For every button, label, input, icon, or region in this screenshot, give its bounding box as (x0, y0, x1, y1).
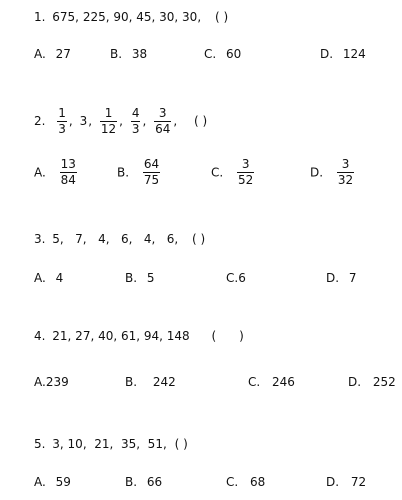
fraction (237, 158, 254, 187)
option-b (110, 47, 147, 61)
answer-blank: ( ) (211, 329, 244, 343)
denominator: 3 (58, 122, 66, 136)
option-value: 4 (55, 271, 64, 285)
question-4 (34, 329, 244, 343)
option-b (125, 375, 176, 389)
option-value: 38 (131, 47, 148, 61)
question-number: 3. (34, 232, 46, 246)
option-value: 124 (342, 47, 366, 61)
option-letter: B. (125, 475, 138, 489)
question-5 (34, 437, 188, 451)
option-letter: C. (211, 165, 224, 180)
option-value: 27 (55, 47, 71, 61)
question-number: 4. (34, 329, 46, 343)
option-letter: D. (326, 271, 340, 285)
answer-blank: ( ) (192, 232, 206, 246)
option-letter: A. (34, 375, 46, 389)
option-c (248, 375, 295, 389)
numerator: 3 (158, 106, 167, 120)
denominator: 52 (238, 173, 254, 187)
fraction (60, 158, 77, 187)
option-letter: B. (110, 47, 123, 61)
option-letter: A. (34, 165, 46, 180)
option-value: 60 (226, 47, 242, 61)
numerator: 13 (60, 157, 76, 171)
answer-blank: ( ) (174, 437, 188, 451)
option-c (226, 271, 246, 285)
numerator: 3 (241, 157, 250, 171)
question-number: 5. (34, 437, 46, 451)
fraction (57, 107, 67, 136)
fraction (131, 107, 141, 136)
option-letter: D. (348, 375, 362, 389)
option-c (226, 475, 265, 489)
option-letter: C. (226, 475, 239, 489)
option-value: 246 (272, 375, 295, 389)
option-value: 242 (152, 375, 176, 389)
answer-blank: ( ) (194, 114, 208, 128)
option-letter: D. (310, 165, 324, 180)
option-letter: D. (326, 475, 340, 489)
option-c (204, 47, 241, 61)
option-letter: B. (117, 165, 130, 180)
option-letter: A. (34, 47, 46, 61)
option-d (310, 158, 355, 187)
option-value: 72 (350, 475, 367, 489)
numerator: 1 (58, 106, 66, 120)
sequence: 21, 27, 40, 61, 94, 148 (52, 329, 190, 343)
option-a (34, 158, 78, 187)
option-letter: B. (125, 271, 138, 285)
numerator: 3 (341, 157, 350, 171)
numerator: 4 (131, 106, 140, 120)
option-value: 6 (238, 271, 246, 285)
option-b (125, 271, 155, 285)
option-a (34, 271, 63, 285)
option-value: 66 (146, 475, 163, 489)
option-letter: B. (125, 375, 138, 389)
option-c (211, 158, 255, 187)
option-a (34, 375, 69, 389)
question-2: 2. $\frac{1}{3}$ , 3, $\frac{1}{12}$ , $\frac{4}{3}$ , $\frac{3}{64}$ , ( ) (34, 106, 208, 136)
fraction (143, 158, 160, 187)
sequence: 3, 10, 21, 35, 51, (52, 437, 167, 451)
denominator: 3 (131, 122, 140, 136)
numerator: 1 (104, 106, 113, 120)
denominator: 32 (337, 173, 354, 187)
denominator: 64 (155, 122, 171, 136)
option-b (125, 475, 162, 489)
term: 3 (79, 114, 88, 128)
option-value: 68 (250, 475, 266, 489)
fraction (154, 107, 171, 136)
option-value: 5 (146, 271, 155, 285)
option-a (34, 47, 71, 61)
option-letter: C. (226, 271, 239, 285)
option-value: 59 (55, 475, 71, 489)
option-letter: A. (34, 475, 46, 489)
option-d (326, 271, 357, 285)
numerator: 64 (143, 157, 160, 171)
option-a (34, 475, 71, 489)
question-1 (34, 10, 228, 24)
option-letter: C. (204, 47, 217, 61)
fraction (100, 107, 117, 136)
option-d (320, 47, 366, 61)
option-b (117, 158, 161, 187)
sequence: 675, 225, 90, 45, 30, 30, (52, 10, 202, 24)
answer-blank: ( ) (214, 10, 229, 24)
question-number: 1. (34, 10, 46, 24)
option-letter: D. (320, 47, 334, 61)
denominator: 84 (60, 173, 76, 187)
option-letter: A. (34, 271, 46, 285)
option-d (326, 475, 366, 489)
option-value: 252 (372, 375, 396, 389)
denominator: 12 (100, 122, 117, 136)
question-number: 2. (34, 114, 46, 128)
denominator: 75 (143, 173, 160, 187)
question-3 (34, 232, 205, 246)
option-value: 7 (348, 271, 357, 285)
fraction (337, 158, 354, 187)
sequence: 5, 7, 4, 6, 4, 6, (52, 232, 179, 246)
option-d (348, 375, 396, 389)
option-letter: C. (248, 375, 261, 389)
option-value: 239 (45, 375, 69, 389)
